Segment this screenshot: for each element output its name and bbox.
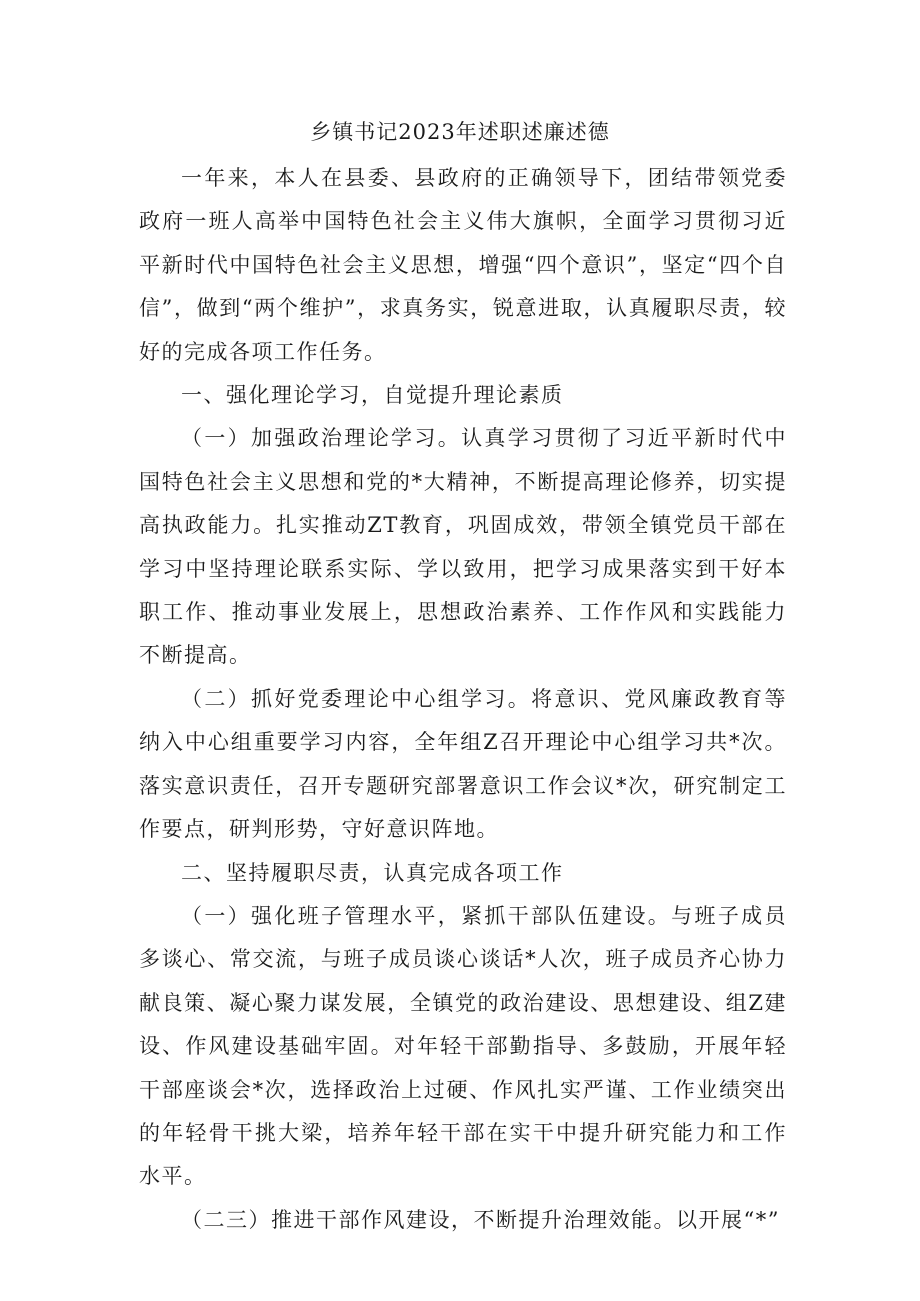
section-2-paragraph-1: （一）强化班子管理水平，紧抓干部队伍建设。与班子成员多谈心、常交流，与班子成员谈心谈话*人次，班子成员齐心协力献良策、凝心聚力谋发展，全镇党的政治建设、思想建设、组Z建设、作风建设基础牢固。对年轻干部勤指导、多鼓励，开展年轻干部座谈会*次，选择政治上过硬、作风扎实严谨、工作业绩突出的年轻骨干挑大梁，培养年轻干部在实干中提升研究能力和工作水平。 [139, 903, 787, 1189]
document-body [139, 157, 787, 1242]
section-1-heading: 一、强化理论学习，自觉提升理论素质 [181, 383, 564, 408]
intro-paragraph: 一年来，本人在县委、县政府的正确领导下，团结带领党委政府一班人高举中国特色社会主义伟大旗帜，全面学习贯彻习近平新时代中国特色社会主义思想，增强“四个意识”，坚定“四个自信”，做到“两个维护”，求真务实，锐意进取，认真履职尽责，较好的完成各项工作任务。 [139, 166, 787, 364]
section-2-paragraph-2: （二三）推进干部作风建设，不断提升治理效能。以开展“*” [181, 1207, 780, 1232]
document-title: 乡镇书记2023年述职述廉述德 [310, 120, 610, 144]
section-1-paragraph-2: （二）抓好党委理论中心组学习。将意识、党风廉政教育等纳入中心组重要学习内容，全年组Z召开理论中心组学习共*次。落实意识责任，召开专题研究部署意识工作会议*次，研究制定工作要点，研判形势，守好意识阵地。 [139, 686, 787, 842]
section-1-paragraph-1: （一）加强政治理论学习。认真学习贯彻了习近平新时代中国特色社会主义思想和党的*大精神，不断提高理论修养，切实提高执政能力。扎实推动ZT教育，巩固成效，带领全镇党员干部在学习中坚持理论联系实际、学以致用，把学习成果落实到干好本职工作、推动事业发展上，思想政治素养、工作作风和实践能力不断提高。 [139, 426, 787, 668]
section-2-heading: 二、坚持履职尽责，认真完成各项工作 [181, 860, 564, 885]
